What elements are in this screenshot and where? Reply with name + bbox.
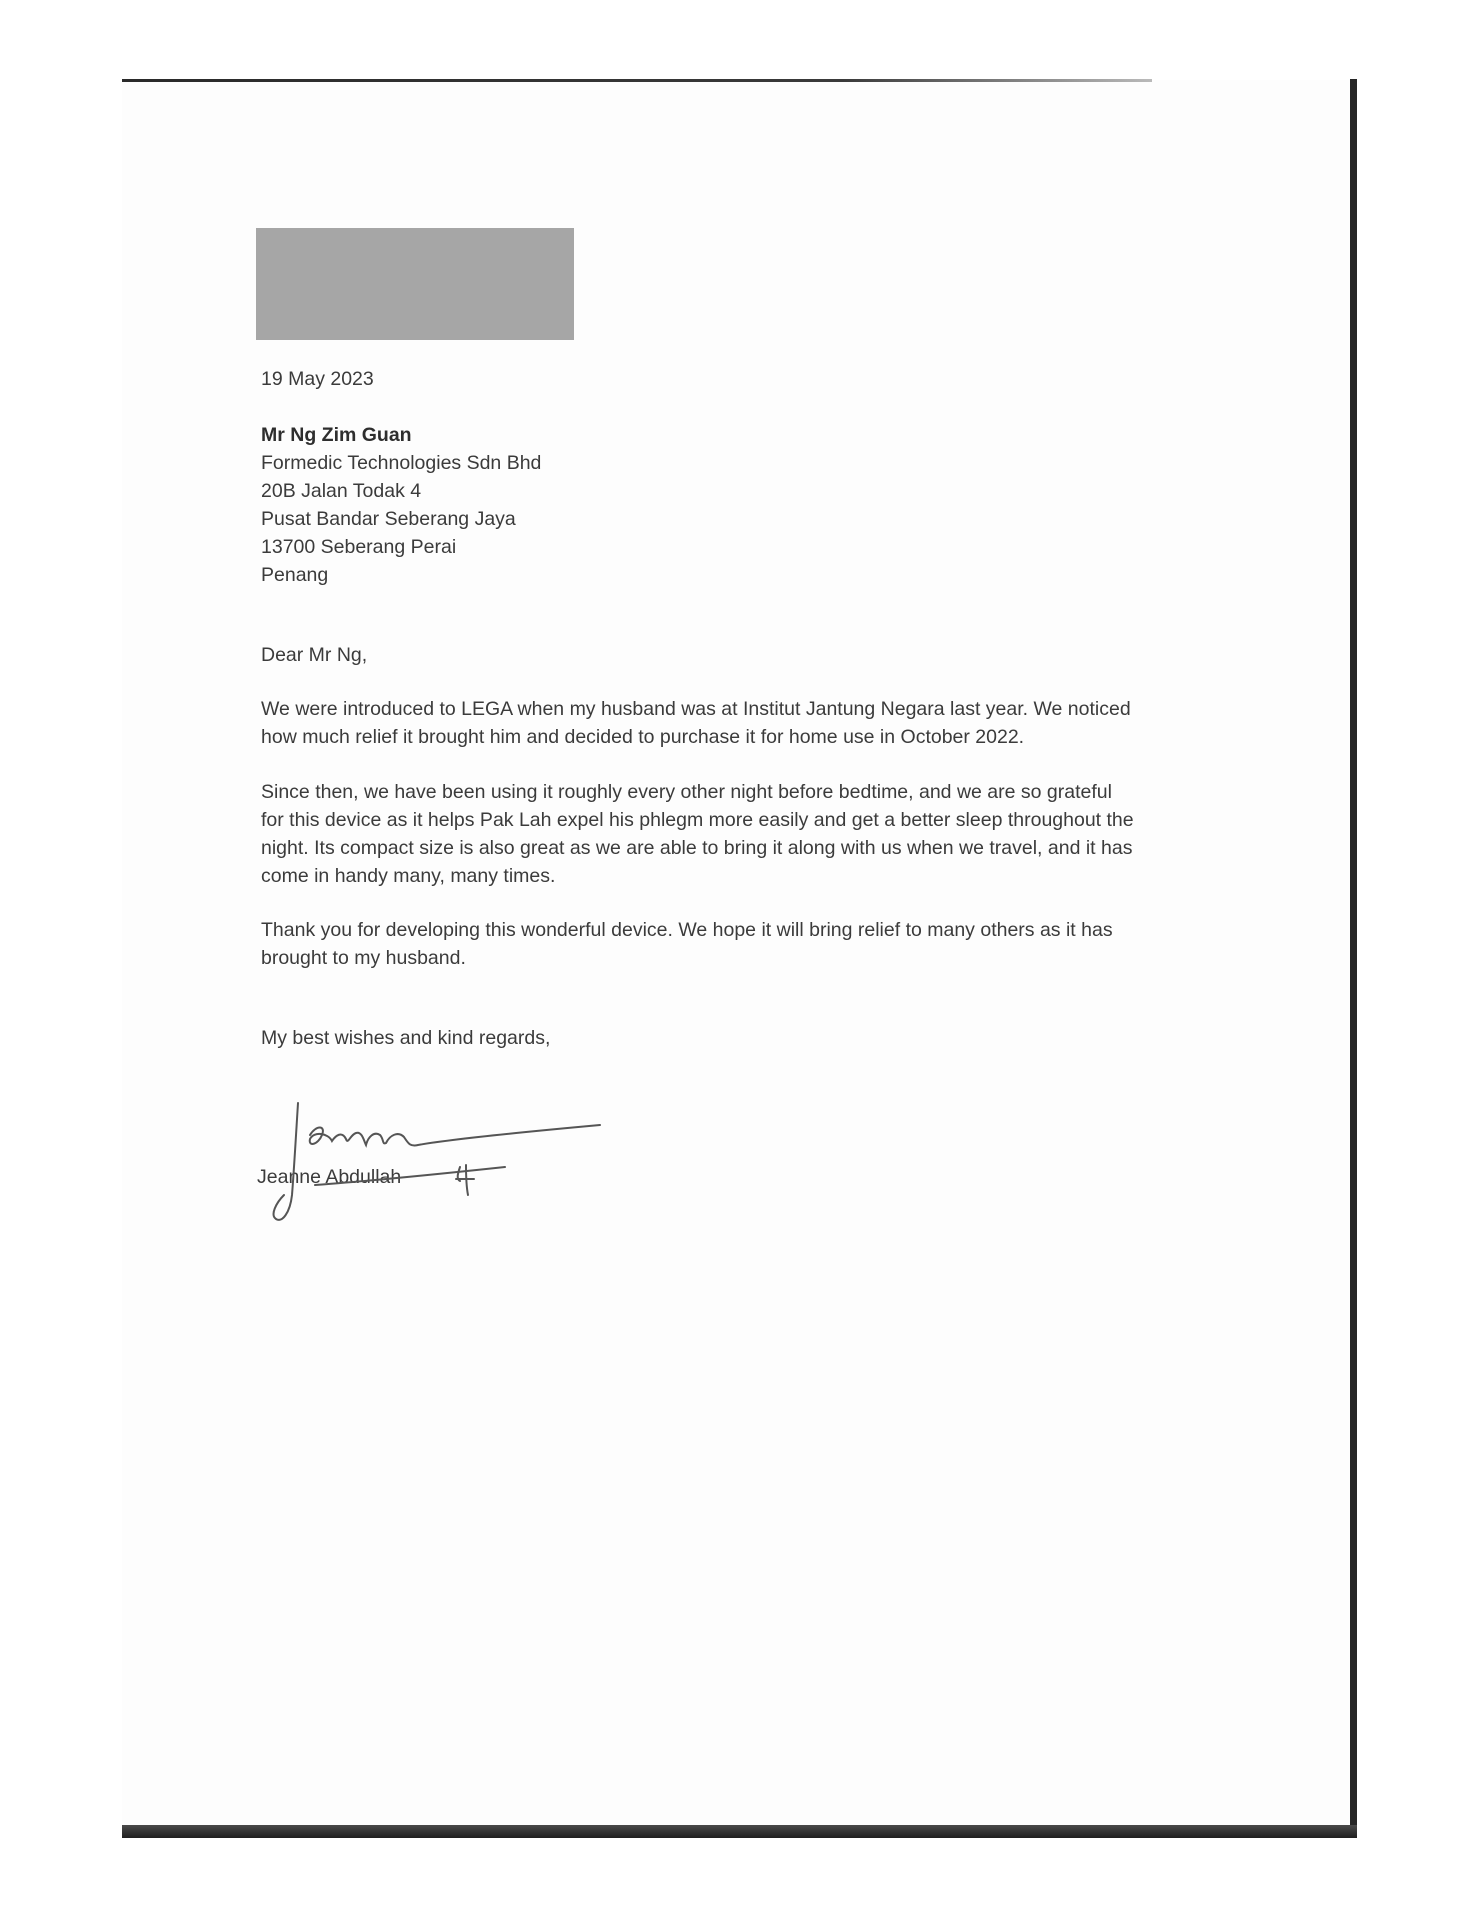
paragraph-line: night. Its compact size is also great as we are able to bring it along with us when we travel, and it has <box>261 837 1133 859</box>
paragraph-line: how much relief it brought him and decided to purchase it for home use in October 2022. <box>261 726 1025 748</box>
paragraph-line: Since then, we have been using it roughly every other night before bedtime, and we are so grateful <box>261 781 1112 803</box>
paragraph-2 <box>261 778 1221 890</box>
address-line-area: Pusat Bandar Seberang Jaya <box>261 508 516 530</box>
address-line-state: Penang <box>261 564 329 586</box>
paragraph-line: for this device as it helps Pak Lah expel his phlegm more easily and get a better sleep throughout the <box>261 809 1134 831</box>
address-line-postcode-city: 13700 Seberang Perai <box>261 536 457 558</box>
recipient-name: Mr Ng Zim Guan <box>261 424 412 446</box>
handwritten-signature <box>270 1095 610 1235</box>
salutation: Dear Mr Ng, <box>261 644 368 666</box>
paragraph-line: Thank you for developing this wonderful device. We hope it will bring relief to many others as it has <box>261 919 1113 941</box>
address-line-company: Formedic Technologies Sdn Bhd <box>261 452 542 474</box>
paper-right-edge <box>1350 79 1357 1833</box>
signer-name: Jeanne Abdullah <box>257 1166 402 1188</box>
address-line-street: 20B Jalan Todak 4 <box>261 480 422 502</box>
paragraph-line: come in handy many, many times. <box>261 865 556 887</box>
recipient-address <box>261 421 541 589</box>
redacted-letterhead-block <box>256 228 574 340</box>
closing-line: My best wishes and kind regards, <box>261 1027 551 1049</box>
paper-bottom-edge <box>122 1825 1357 1838</box>
paragraph-line: brought to my husband. <box>261 947 466 969</box>
paragraph-1 <box>261 695 1221 751</box>
paragraph-3 <box>261 916 1221 972</box>
paragraph-line: We were introduced to LEGA when my husband was at Institut Jantung Negara last year. We noticed <box>261 698 1131 720</box>
paper-top-edge <box>122 79 1152 82</box>
letter-date: 19 May 2023 <box>261 368 374 390</box>
